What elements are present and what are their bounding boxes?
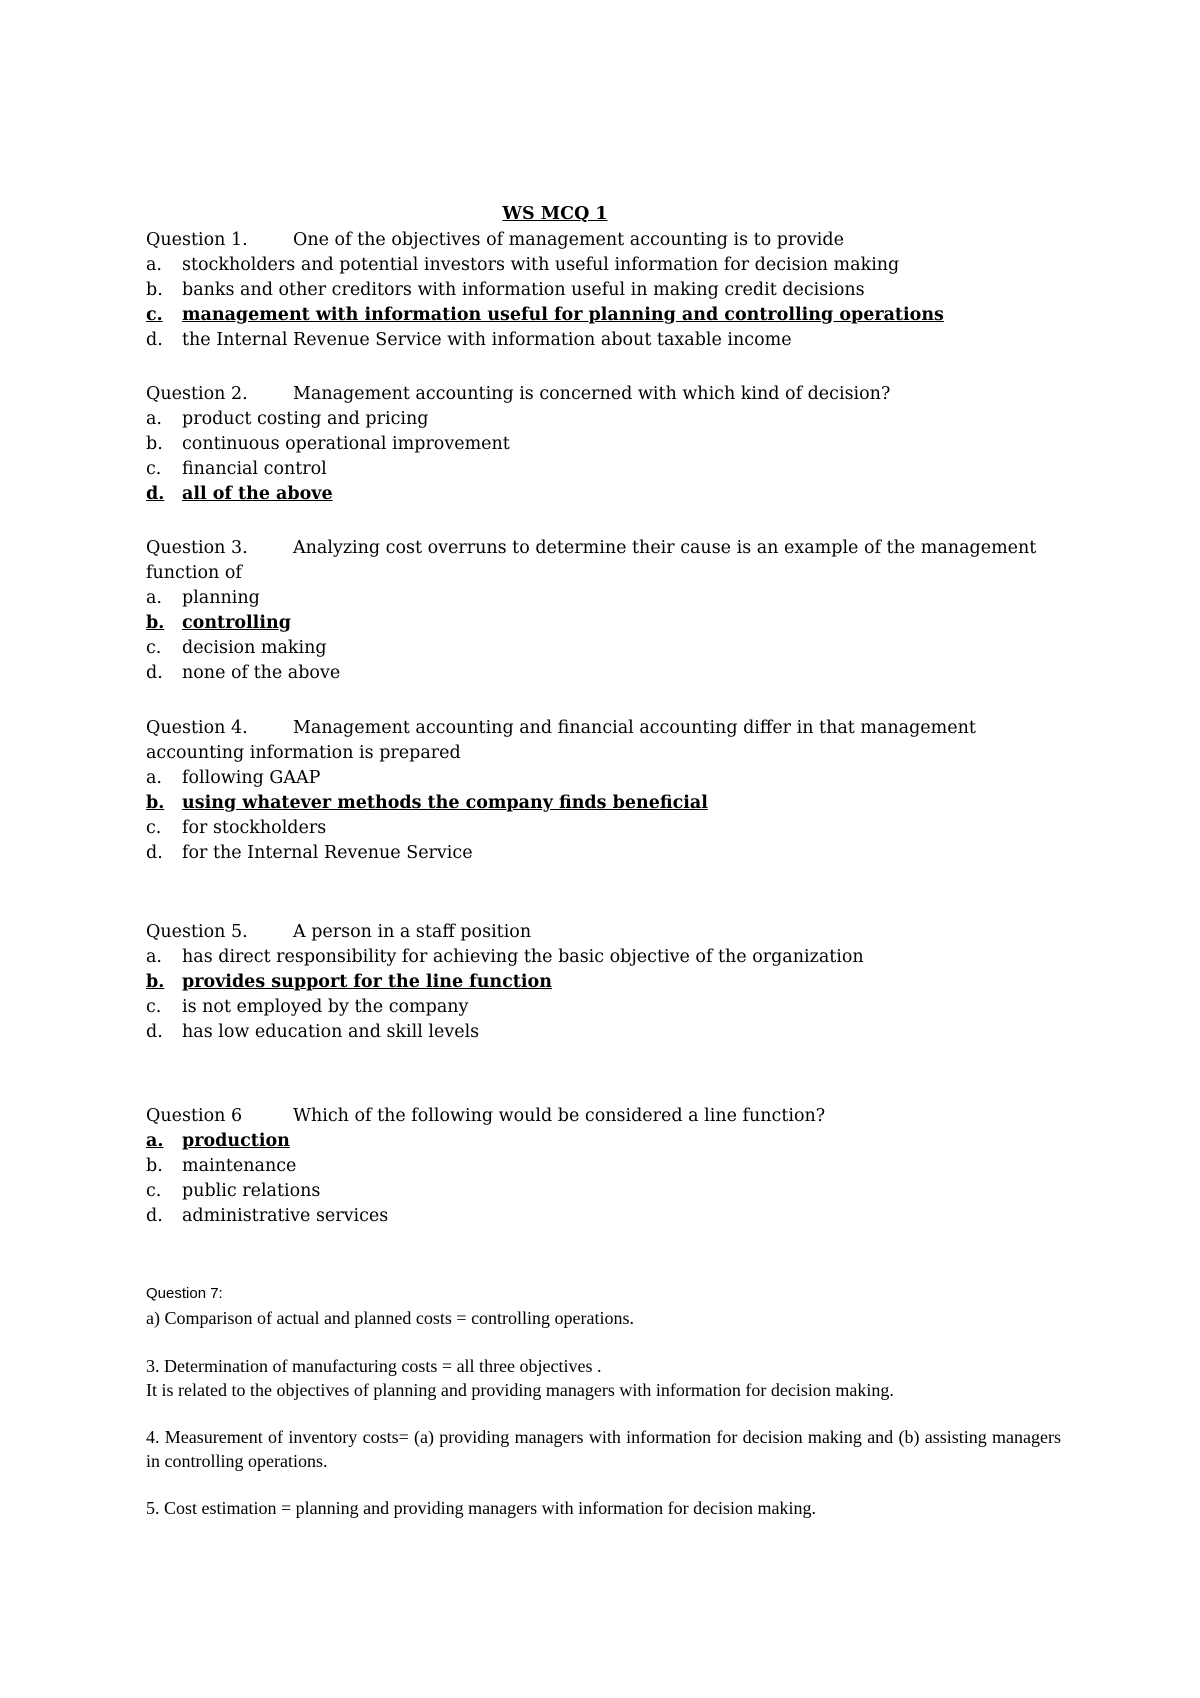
option-b-correct [146, 611, 1056, 636]
question-1 [146, 228, 1056, 353]
answer-item-3 [146, 1354, 1061, 1402]
question-stem [146, 536, 1056, 561]
option-letter: b. [146, 280, 163, 300]
option-b-correct [146, 970, 1056, 995]
option-c-correct [146, 303, 1056, 328]
option-letter: c. [146, 459, 162, 479]
option-text: stockholders and potential investors with useful information for decision making [182, 255, 900, 275]
option-c [146, 457, 1056, 482]
question-number: Question 3. [146, 538, 248, 558]
question-stem [146, 228, 1056, 253]
answer-item-5 [146, 1496, 1061, 1520]
option-b [146, 1154, 1056, 1179]
answer-line-a: a) Comparison of actual and planned costs = controlling operations. [146, 1308, 635, 1328]
option-text: management with information useful for planning and controlling operations [182, 305, 944, 325]
question-number: Question 2. [146, 384, 248, 404]
option-letter: b. [146, 793, 165, 813]
option-letter: d. [146, 663, 163, 683]
option-text: financial control [182, 459, 327, 479]
option-d [146, 661, 1056, 686]
question-number: Question 5. [146, 922, 248, 942]
option-c [146, 636, 1056, 661]
question-text: Management accounting and financial accounting differ in that management [293, 718, 976, 738]
option-text: product costing and pricing [182, 409, 429, 429]
answer-item-3-line1: 3. Determination of manufacturing costs = all three objectives . [146, 1356, 602, 1376]
option-text: is not employed by the company [182, 997, 469, 1017]
option-text: none of the above [182, 663, 341, 683]
option-letter: d. [146, 843, 163, 863]
option-d [146, 328, 1056, 353]
option-d [146, 1020, 1056, 1045]
option-a [146, 407, 1056, 432]
option-text: all of the above [182, 484, 333, 504]
question-text: One of the objectives of management accounting is to provide [293, 230, 844, 250]
question-stem [146, 1104, 1056, 1129]
option-c [146, 995, 1056, 1020]
question-text: Management accounting is concerned with which kind of decision? [293, 384, 891, 404]
option-b-correct [146, 791, 1056, 816]
option-letter: a. [146, 255, 162, 275]
question-stem [146, 382, 1056, 407]
option-letter: d. [146, 1206, 163, 1226]
option-text: has direct responsibility for achieving the basic objective of the organization [182, 947, 864, 967]
question-stem-continued: accounting information is prepared [146, 743, 461, 763]
option-text: maintenance [182, 1156, 297, 1176]
option-letter: a. [146, 588, 162, 608]
option-text: administrative services [182, 1206, 389, 1226]
option-letter: a. [146, 409, 162, 429]
option-letter: d. [146, 1022, 163, 1042]
option-letter: d. [146, 484, 165, 504]
option-text: the Internal Revenue Service with information about taxable income [182, 330, 792, 350]
option-letter: a. [146, 1131, 164, 1151]
option-text: public relations [182, 1181, 321, 1201]
option-b [146, 278, 1056, 303]
option-d-correct [146, 482, 1056, 507]
question-stem-continued: function of [146, 563, 242, 583]
option-c [146, 816, 1056, 841]
question-7-label: Question 7: [146, 1285, 223, 1302]
option-letter: b. [146, 613, 165, 633]
option-a [146, 766, 1056, 791]
option-letter: b. [146, 434, 163, 454]
question-number: Question 1. [146, 230, 248, 250]
option-letter: a. [146, 947, 162, 967]
option-a [146, 253, 1056, 278]
option-text: continuous operational improvement [182, 434, 510, 454]
document-title: WS MCQ 1 [502, 204, 608, 224]
option-letter: b. [146, 1156, 163, 1176]
option-letter: b. [146, 972, 165, 992]
option-letter: c. [146, 1181, 162, 1201]
answer-item-3-line2: It is related to the objectives of planning and providing managers with information for decision making. [146, 1380, 894, 1400]
option-a-correct [146, 1129, 1056, 1154]
option-a [146, 945, 1056, 970]
question-text: Analyzing cost overruns to determine their cause is an example of the management [293, 538, 1037, 558]
option-text: controlling [182, 613, 291, 633]
option-text: for the Internal Revenue Service [182, 843, 473, 863]
option-text: for stockholders [182, 818, 327, 838]
option-text: following GAAP [182, 768, 321, 788]
option-letter: c. [146, 638, 162, 658]
option-letter: c. [146, 997, 162, 1017]
option-a [146, 586, 1056, 611]
answer-item-5-text: 5. Cost estimation = planning and providing managers with information for decision making. [146, 1498, 817, 1518]
question-text: A person in a staff position [293, 922, 532, 942]
option-text: has low education and skill levels [182, 1022, 480, 1042]
question-stem [146, 920, 1056, 945]
option-letter: a. [146, 768, 162, 788]
question-number: Question 4. [146, 718, 248, 738]
option-b [146, 432, 1056, 457]
question-5 [146, 920, 1056, 1045]
question-6 [146, 1104, 1056, 1229]
option-c [146, 1179, 1056, 1204]
option-letter: d. [146, 330, 163, 350]
option-text: provides support for the line function [182, 972, 552, 992]
question-2 [146, 382, 1056, 507]
answer-item-4 [146, 1425, 1061, 1473]
question-stem [146, 716, 1056, 741]
option-letter: c. [146, 305, 163, 325]
question-3 [146, 536, 1056, 686]
option-letter: c. [146, 818, 162, 838]
answer-item-4-text: 4. Measurement of inventory costs= (a) providing managers with information for decision making and (b) assisting managers in controlling operations. [146, 1427, 1061, 1471]
option-text: using whatever methods the company finds beneficial [182, 793, 708, 813]
question-7-answers [146, 1306, 1061, 1330]
option-text: banks and other creditors with information useful in making credit decisions [182, 280, 865, 300]
option-d [146, 841, 1056, 866]
question-number: Question 6 [146, 1106, 243, 1126]
option-text: production [182, 1131, 290, 1151]
question-text: Which of the following would be considered a line function? [293, 1106, 826, 1126]
option-d [146, 1204, 1056, 1229]
option-text: decision making [182, 638, 327, 658]
option-text: planning [182, 588, 260, 608]
question-4 [146, 716, 1056, 866]
